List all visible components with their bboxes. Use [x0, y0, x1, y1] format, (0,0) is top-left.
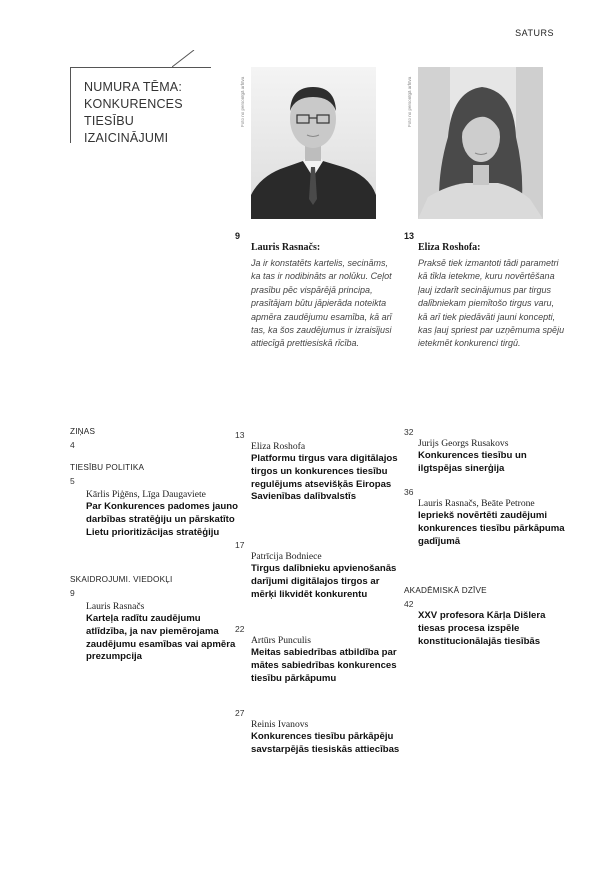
- toc-entry-author: Lauris Rasnačs, Beāte Petrone: [418, 498, 535, 509]
- toc-section-heading: AKADĒMISKĀ DZĪVE: [404, 586, 487, 595]
- toc-entry-title[interactable]: Platformu tirgus vara digitālajos tirgos un konkurences tiesību regulējums atsevišķās Eiropas Savienības dalībvalstīs: [251, 453, 398, 503]
- toc-entry-author: Kārlis Piģēns, Līga Daugaviete: [86, 489, 206, 500]
- toc-entry[interactable]: [418, 438, 573, 476]
- issue-theme: [84, 79, 219, 147]
- toc-section-heading: ZIŅAS: [70, 427, 96, 436]
- toc-page-number[interactable]: 27: [235, 708, 245, 718]
- toc-entry-author: Patrīcija Bodniece: [251, 551, 322, 562]
- toc-entry[interactable]: [86, 489, 241, 539]
- toc-entry[interactable]: [418, 610, 573, 648]
- toc-entry[interactable]: [251, 551, 406, 601]
- issue-theme-line-3: IZAICINĀJUMI: [84, 131, 169, 145]
- toc-page-number[interactable]: 36: [404, 487, 414, 497]
- toc-entry-title[interactable]: Par Konkurences padomes jauno darbības stratēģiju un pārskatīto Lietu prioritizācijas stratēģiju: [86, 501, 238, 538]
- issue-theme-line-1: NUMURA TĒMA:: [84, 80, 183, 94]
- toc-page-number[interactable]: 5: [70, 476, 75, 486]
- toc-page-number[interactable]: 13: [235, 430, 245, 440]
- photo-credit: Foto no personīgā arhīva: [407, 76, 412, 127]
- author-photo-rasnacs: [251, 67, 376, 219]
- toc-entry[interactable]: [251, 441, 406, 504]
- toc-entry[interactable]: [418, 498, 573, 548]
- toc-page-number[interactable]: 32: [404, 427, 414, 437]
- toc-entry[interactable]: [86, 601, 241, 664]
- toc-entry-title[interactable]: Tirgus dalībnieku apvienošanās darījumi digitālajos tirgos ar mērķi likvidēt konkurentu: [251, 563, 397, 600]
- toc-entry-author: Eliza Roshofa: [251, 441, 306, 452]
- featured-page-number[interactable]: 13: [404, 231, 415, 241]
- featured-author: Lauris Rasnačs:: [251, 242, 321, 253]
- toc-entry-author: Reinis Ivanovs: [251, 719, 309, 730]
- toc-entry[interactable]: [251, 635, 406, 685]
- issue-theme-line-2: KONKURENCES TIESĪBU: [84, 97, 183, 128]
- toc-page-number[interactable]: 9: [70, 588, 75, 598]
- toc-entry-title[interactable]: Karteļa radītu zaudējumu atlīdzība, ja nav piemērojama zaudējumu esamības vai apmēra prezumpcija: [86, 613, 236, 663]
- toc-section-heading: TIESĪBU POLITIKA: [70, 463, 145, 472]
- featured-author: Eliza Roshofa:: [418, 242, 481, 253]
- toc-entry-author: Lauris Rasnačs: [86, 601, 145, 612]
- toc-entry-title[interactable]: Meitas sabiedrības atbildība par mātes sabiedrības konkurences tiesību pārkāpumu: [251, 647, 397, 684]
- toc-page-number[interactable]: 22: [235, 624, 245, 634]
- featured-quote: Praksē tiek izmantoti tādi parametri kā tīkla ietekme, kuru novērtēšana ļauj izdarīt secinājumus par tirgus dalībniekam piemītošo tirgus varu, kā arī tiek piedāvāti jauni koncepti, kas ļauj spriest par uzņēmuma spēju ietekmēt konkurenci tirgū.: [418, 258, 565, 349]
- toc-entry-title[interactable]: Iepriekš novērtēti zaudējumi konkurences tiesību pārkāpuma gadījumā: [418, 510, 565, 547]
- theme-frame-diagonal: [172, 50, 212, 70]
- photo-credit: Foto no personīgā arhīva: [240, 76, 245, 127]
- featured-quote: Ja ir konstatēts kartelis, secināms, ka tas ir nodibināts ar nolūku. Ceļot prasību pēc vispārējā principa, prasītājam būtu jāpierāda noteikta apmēra zaudējumu esamība, kā arī tas, ka šos zaudējumus ir izraisījusi attiecīgā prettiesiskā rīcība.: [251, 258, 392, 349]
- featured-page-number[interactable]: 9: [235, 231, 241, 241]
- toc-entry[interactable]: [251, 719, 406, 757]
- toc-entry-author: Artūrs Punculis: [251, 635, 311, 646]
- toc-page-number[interactable]: 42: [404, 599, 414, 609]
- section-header: SATURS: [515, 28, 554, 38]
- toc-entry-title[interactable]: XXV profesora Kārļa Dišlera tiesas procesa izspēle konstitucionālajās tiesībās: [418, 610, 546, 647]
- toc-entry-title[interactable]: Konkurences tiesību un ilgtspējas sinerģija: [418, 450, 527, 474]
- toc-entry-author: Jurijs Georgs Rusakovs: [418, 438, 509, 449]
- author-photo-roshofa: [418, 67, 543, 219]
- toc-page-number[interactable]: 17: [235, 540, 245, 550]
- toc-page-number[interactable]: 4: [70, 440, 75, 450]
- toc-entry-title[interactable]: Konkurences tiesību pārkāpēju savstarpējās tiesiskās attiecības: [251, 731, 400, 755]
- toc-section-heading: SKAIDROJUMI. VIEDOKĻI: [70, 575, 173, 584]
